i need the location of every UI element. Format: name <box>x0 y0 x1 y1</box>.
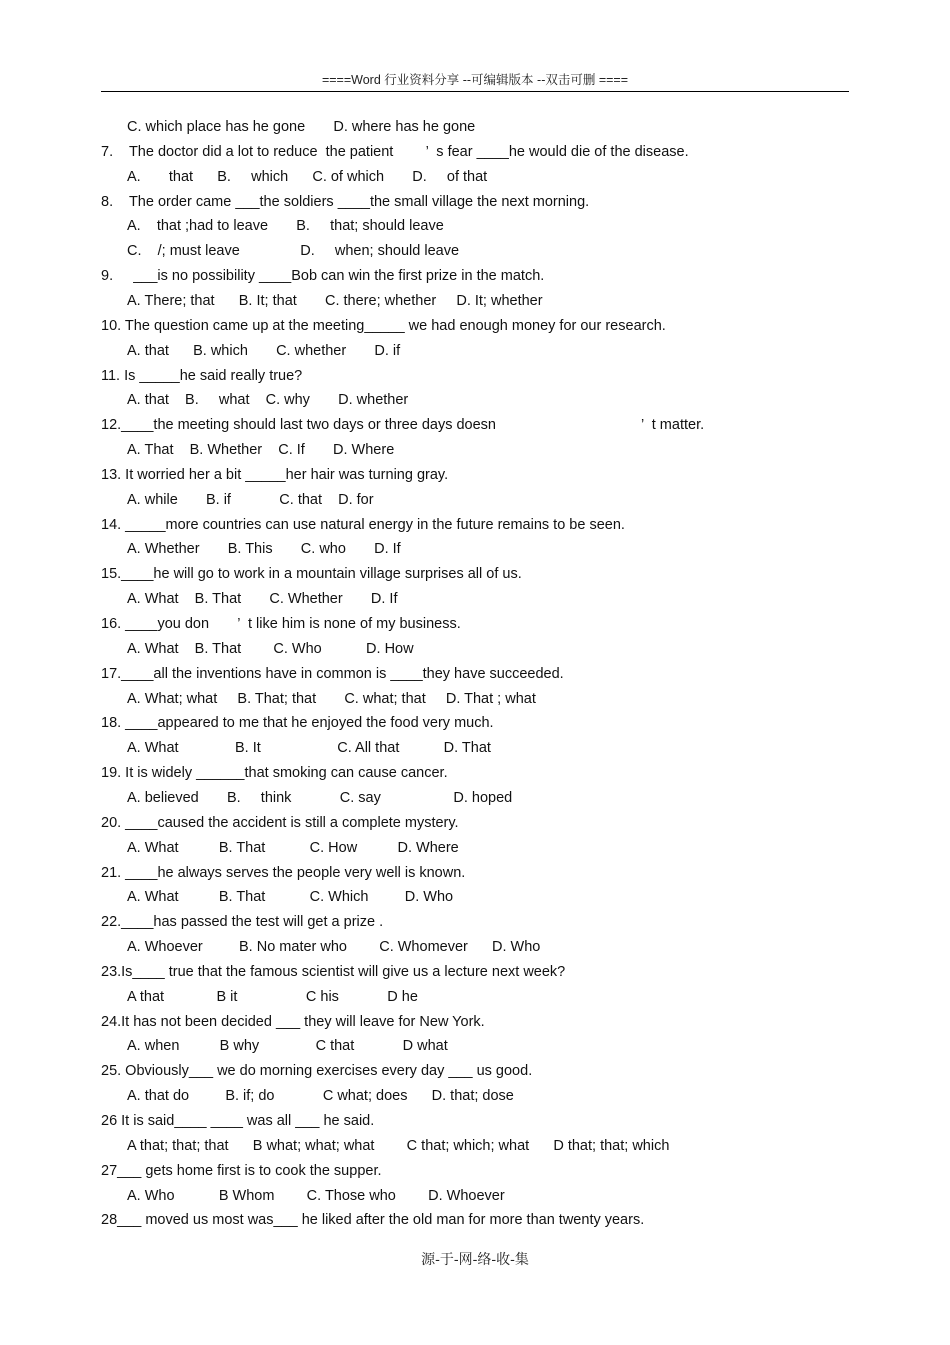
answer-options: A. What B. That C. How D. Where <box>127 839 459 856</box>
question-text: 20. ____caused the accident is still a complete mystery. <box>101 814 459 831</box>
question-text: 24.It has not been decided ___ they will leave for New York. <box>101 1013 485 1030</box>
answer-options: A that B it C his D he <box>127 988 418 1005</box>
answer-options: A. What B. That C. Who D. How <box>127 640 414 657</box>
answer-options: A. that B. which C. of which D. of that <box>127 168 488 185</box>
answer-options: A. believed B. think C. say D. hoped <box>127 789 513 806</box>
question-text: 27___ gets home first is to cook the supper. <box>101 1162 382 1179</box>
header-divider <box>101 91 849 92</box>
question-text: 15.____he will go to work in a mountain village surprises all of us. <box>101 566 522 583</box>
answer-options: A. What B. That C. Whether D. If <box>127 591 398 608</box>
answer-options: A. that B. what C. why D. whether <box>127 392 409 409</box>
question-text: 12.____the meeting should last two days or three days doesn ’ t matter. <box>101 417 705 434</box>
question-text: 9. ___is no possibility ____Bob can win the first prize in the match. <box>101 268 545 285</box>
answer-options: C. /; must leave D. when; should leave <box>127 243 460 260</box>
question-text: 18. ____appeared to me that he enjoyed the food very much. <box>101 715 494 732</box>
question-text: 26 It is said____ ____ was all ___ he said. <box>101 1113 375 1129</box>
answer-options: A. that ;had to leave B. that; should leave <box>127 218 444 235</box>
answer-options: A. when B why C that D what <box>127 1038 448 1055</box>
answer-options: A. Whether B. This C. who D. If <box>127 541 401 558</box>
answer-options: A. There; that B. It; that C. there; whether D. It; whether <box>127 292 543 309</box>
answer-options: A. while B. if C. that D. for <box>127 491 374 508</box>
question-text: 16. ____you don ’ t like him is none of my business. <box>101 616 461 632</box>
answer-options: A. What B. That C. Which D. Who <box>127 889 454 906</box>
question-text: 14. _____more countries can use natural energy in the future remains to be seen. <box>101 516 625 533</box>
question-text: 13. It worried her a bit _____her hair was turning gray. <box>101 466 449 483</box>
answer-options: A. That B. Whether C. If D. Where <box>127 442 395 459</box>
question-text: 22.____has passed the test will get a prize . <box>101 914 384 931</box>
question-text: 11. Is _____he said really true? <box>101 367 303 384</box>
question-text: 21. ____he always serves the people very well is known. <box>101 864 466 881</box>
question-text: 17.____all the inventions have in common is ____they have succeeded. <box>101 665 564 682</box>
question-text: 28___ moved us most was___ he liked after the old man for more than twenty years. <box>101 1212 645 1229</box>
question-text: 25. Obviously___ we do morning exercises every day ___ us good. <box>101 1063 533 1080</box>
answer-options: A. that do B. if; do C what; does D. that; dose <box>127 1088 514 1105</box>
answer-options: A. Who B Whom C. Those who D. Whoever <box>127 1187 505 1204</box>
page-header: ====Word 行业资料分享 --可编辑版本 --双击可删 ==== <box>321 73 629 87</box>
answer-options: A. that B. which C. whether D. if <box>127 342 401 359</box>
page-footer: 源-于-网-络-收-集 <box>421 1252 529 1268</box>
answer-options: A. What; what B. That; that C. what; that D. That ; what <box>127 690 536 707</box>
answer-options: A. Whoever B. No mater who C. Whomever D. Who <box>127 939 541 956</box>
question-text: 10. The question came up at the meeting_____ we had enough money for our research. <box>101 317 666 334</box>
question-text: 19. It is widely ______that smoking can cause cancer. <box>101 765 448 782</box>
question-text: 23.Is____ true that the famous scientist will give us a lecture next week? <box>101 963 566 980</box>
answer-options: A that; that; that B what; what; what C that; which; what D that; that; which <box>127 1137 670 1154</box>
answer-options: A. What B. It C. All that D. That <box>127 740 491 757</box>
question-text: 7. The doctor did a lot to reduce the patient ’ s fear ____he would die of the disease. <box>101 143 689 160</box>
question-text: 8. The order came ___the soldiers ____the small village the next morning. <box>101 193 590 210</box>
answer-options: C. which place has he gone D. where has he gone <box>127 119 476 135</box>
